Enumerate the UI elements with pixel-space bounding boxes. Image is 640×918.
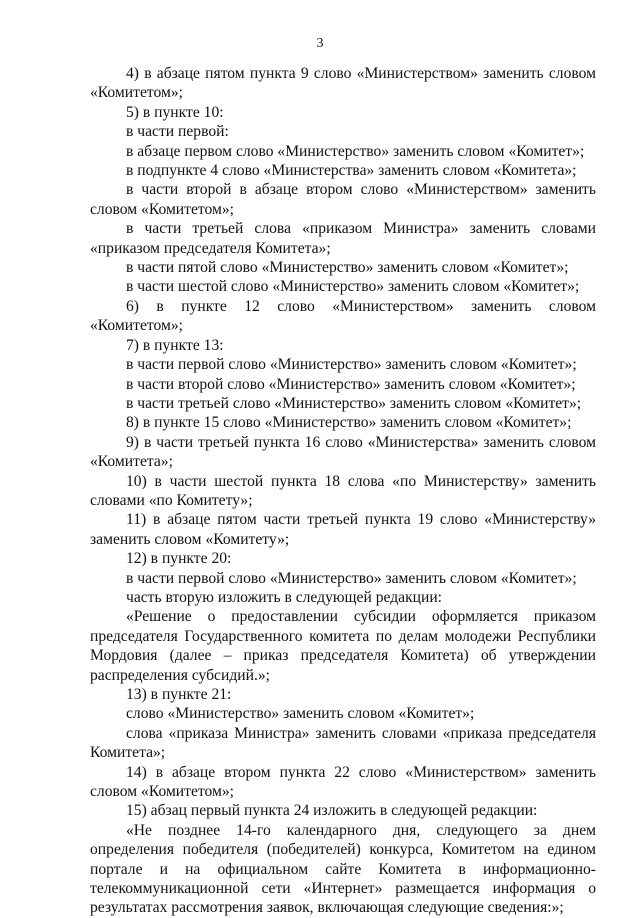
paragraph: в части третьей слова «приказом Министра» заменить словами «приказом председателя Комитета»; (90, 220, 596, 257)
paragraph: часть вторую изложить в следующей редакции: (126, 588, 443, 606)
paragraph: 7) в пункте 13: (126, 336, 224, 354)
paragraph: в части второй слово «Министерство» заменить словом «Комитет»; (126, 375, 576, 393)
paragraph: в части шестой слово «Министерство» заменить словом «Комитет»; (126, 278, 580, 296)
paragraph: в подпункте 4 слово «Министерства» заменить словом «Комитета»; (126, 162, 577, 180)
paragraph: в части пятой слово «Министерство» заменить словом «Комитет»; (126, 259, 569, 277)
paragraph: 5) в пункте 10: (126, 103, 224, 121)
paragraph: 12) в пункте 20: (126, 550, 232, 568)
paragraph: 11) в абзаце пятом части третьей пункта 19 слово «Министерству» заменить словом «Комитету»; (90, 511, 596, 548)
paragraph: в части первой слово «Министерство» заменить словом «Комитет»; (126, 569, 577, 587)
paragraph: 6) в пункте 12 слово «Министерством» заменить словом «Комитетом»; (90, 297, 596, 335)
paragraph: в части первой: (126, 123, 229, 141)
paragraph: 4) в абзаце пятом пункта 9 слово «Министерством» заменить словом «Комитетом»; (90, 65, 596, 102)
paragraph: 8) в пункте 15 слово «Министерство» заменить словом «Комитет»; (126, 414, 572, 432)
paragraph: 9) в части третьей пункта 16 слово «Министерства» заменить словом «Комитета»; (90, 433, 596, 471)
paragraph: 13) в пункте 21: (126, 686, 232, 703)
paragraph: в части первой слово «Министерство» заменить словом «Комитет»; (126, 356, 577, 374)
document-body (90, 64, 596, 918)
paragraph: «Решение о предоставлении субсидии оформляется приказом председателя Государственного комитета по делам молодежи Республики Мордовия (далее – приказ председателя Комитета) об утверждении распределения субсидий.»; (90, 608, 596, 684)
paragraph: 14) в абзаце втором пункта 22 слово «Министерством» заменить словом «Комитетом»; (90, 763, 596, 801)
paragraph: «Не позднее 14-го календарного дня, следующего за днем определения победителя (победителей) конкурса, Комитетом на едином портале и на официальном сайте Комитета в информационно-телекоммуникационной сети «Интернет» размещается информация о результатах рассмотрения заявок, включающая следующие сведения:»; (90, 821, 596, 917)
paragraph: 10) в части шестой пункта 18 слова «по Министерству» заменить словами «по Комитету»; (90, 472, 596, 509)
paragraph: слова «приказа Министра» заменить словами «приказа председателя Комитета»; (90, 724, 596, 762)
page-number: 3 (316, 36, 324, 51)
paragraph: слово «Министерство» заменить словом «Комитет»; (126, 705, 475, 723)
paragraph: в абзаце первом слово «Министерство» заменить словом «Комитет»; (126, 142, 585, 160)
paragraph: 15) абзац первый пункта 24 изложить в следующей редакции: (126, 802, 538, 820)
paragraph: в части третьей слово «Министерство» заменить словом «Комитет»; (126, 394, 582, 412)
paragraph: в части второй в абзаце втором слово «Министерством» заменить словом «Комитетом»; (90, 181, 596, 218)
